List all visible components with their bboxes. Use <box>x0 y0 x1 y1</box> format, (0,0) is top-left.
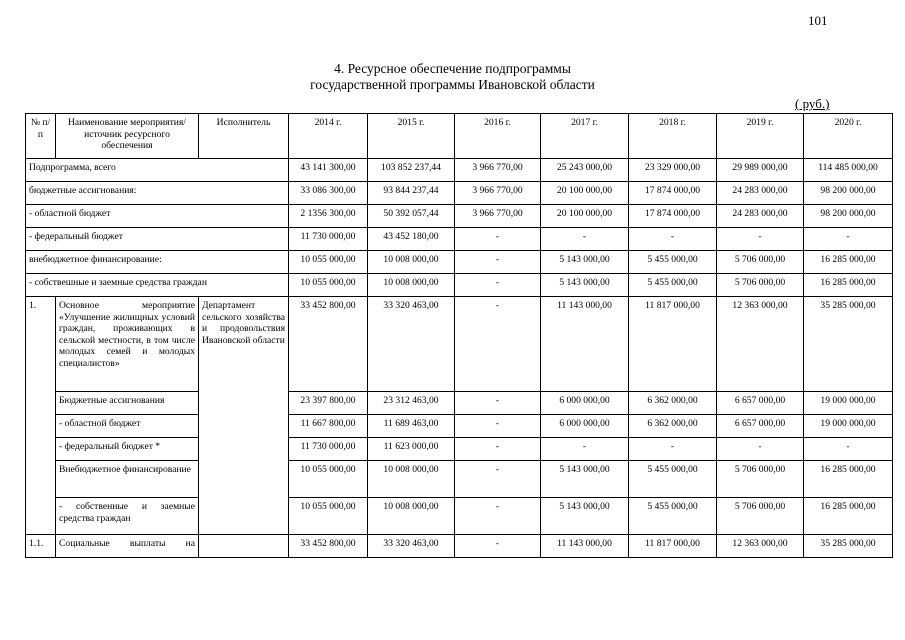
cell-value: 10 055 000,00 <box>289 251 368 274</box>
cell-value: 5 706 000,00 <box>717 251 804 274</box>
cell-value: 33 086 300,00 <box>289 182 368 205</box>
cell-value: 98 200 000,00 <box>804 205 893 228</box>
cell-value: 10 055 000,00 <box>289 461 368 498</box>
cell-value: 11 817 000,00 <box>629 297 717 392</box>
table-row <box>26 415 893 438</box>
cell-value: 5 455 000,00 <box>629 274 717 297</box>
header-year-2015: 2015 г. <box>368 114 455 159</box>
cell-value: - <box>455 438 541 461</box>
cell-value: 3 966 770,00 <box>455 159 541 182</box>
table-row <box>26 251 893 274</box>
cell-value: - <box>804 438 893 461</box>
cell-value: 25 243 000,00 <box>541 159 629 182</box>
cell-value: 5 143 000,00 <box>541 251 629 274</box>
cell-value: 23 329 000,00 <box>629 159 717 182</box>
cell-value: 33 452 800,00 <box>289 297 368 392</box>
cell-value: - <box>455 392 541 415</box>
table-header-row <box>26 114 893 159</box>
cell-value: - <box>455 498 541 535</box>
cell-value: 93 844 237,44 <box>368 182 455 205</box>
cell-value: 11 730 000,00 <box>289 438 368 461</box>
row-label: - областной бюджет <box>26 205 289 228</box>
table-row <box>26 461 893 498</box>
header-name: Наименование мероприятия/источник ресурсного обеспечения <box>56 114 199 159</box>
cell-value: 35 285 000,00 <box>804 297 893 392</box>
cell-value: 29 989 000,00 <box>717 159 804 182</box>
header-year-2014: 2014 г. <box>289 114 368 159</box>
title-line-2: государственной программы Ивановской области <box>310 77 595 92</box>
cell-value: 10 008 000,00 <box>368 461 455 498</box>
row-label: бюджетные ассигнования: <box>26 182 289 205</box>
row-label: - собствешные и заемные средства граждан <box>26 274 289 297</box>
row-label: - федеральный бюджет * <box>56 438 199 461</box>
table-row <box>26 159 893 182</box>
cell-value: 6 362 000,00 <box>629 392 717 415</box>
table-row <box>26 498 893 535</box>
cell-value: 5 706 000,00 <box>717 461 804 498</box>
cell-value: 11 817 000,00 <box>629 535 717 558</box>
cell-value: 43 141 300,00 <box>289 159 368 182</box>
cell-value: 23 397 800,00 <box>289 392 368 415</box>
cell-value: 50 392 057,44 <box>368 205 455 228</box>
event-name: Основное мероприятие «Улучшение жилищных условий граждан, проживающих в сельской местности, в том числе молодых семей и молодых специалистов» <box>56 297 199 392</box>
resource-table <box>25 113 893 558</box>
row-label: - федеральный бюджет <box>26 228 289 251</box>
cell-value: - <box>455 251 541 274</box>
cell-value: 10 008 000,00 <box>368 498 455 535</box>
row-label: Подпрограмма, всего <box>26 159 289 182</box>
table-row <box>26 297 893 392</box>
cell-value: 20 100 000,00 <box>541 182 629 205</box>
header-executor: Исполнитель <box>199 114 289 159</box>
cell-value: - <box>455 461 541 498</box>
event-executor <box>199 535 289 558</box>
event-number: 1. <box>26 297 56 535</box>
cell-value: 5 455 000,00 <box>629 461 717 498</box>
cell-value: - <box>717 228 804 251</box>
row-label: - собственные и заемные средства граждан <box>56 498 199 535</box>
page-number: 101 <box>808 13 828 28</box>
cell-value: 11 623 000,00 <box>368 438 455 461</box>
table-row <box>26 182 893 205</box>
section-title <box>0 61 905 93</box>
cell-value: 12 363 000,00 <box>717 535 804 558</box>
table-row <box>26 392 893 415</box>
cell-value: 10 008 000,00 <box>368 274 455 297</box>
cell-value: 10 055 000,00 <box>289 498 368 535</box>
cell-value: 5 706 000,00 <box>717 498 804 535</box>
cell-value: 114 485 000,00 <box>804 159 893 182</box>
table-row <box>26 438 893 461</box>
cell-value: 19 000 000,00 <box>804 415 893 438</box>
cell-value: 5 455 000,00 <box>629 498 717 535</box>
cell-value: 20 100 000,00 <box>541 205 629 228</box>
table-row <box>26 205 893 228</box>
table-row <box>26 274 893 297</box>
cell-value: 17 874 000,00 <box>629 205 717 228</box>
row-label: внебюджетное финансирование: <box>26 251 289 274</box>
cell-value: 16 285 000,00 <box>804 461 893 498</box>
event-name: Социальные выплаты на <box>56 535 199 558</box>
cell-value: - <box>541 228 629 251</box>
cell-value: - <box>629 438 717 461</box>
cell-value: 5 143 000,00 <box>541 274 629 297</box>
cell-value: 11 143 000,00 <box>541 535 629 558</box>
cell-value: 5 455 000,00 <box>629 251 717 274</box>
table-row <box>26 535 893 558</box>
cell-value: 103 852 237,44 <box>368 159 455 182</box>
cell-value: 5 143 000,00 <box>541 498 629 535</box>
header-year-2017: 2017 г. <box>541 114 629 159</box>
cell-value: - <box>455 535 541 558</box>
header-year-2019: 2019 г. <box>717 114 804 159</box>
table-row <box>26 228 893 251</box>
header-num: № п/п <box>26 114 56 159</box>
header-year-2020: 2020 г. <box>804 114 893 159</box>
row-label: Внебюджетное финансирование <box>56 461 199 498</box>
cell-value: - <box>455 297 541 392</box>
cell-value: 6 362 000,00 <box>629 415 717 438</box>
cell-value: - <box>629 228 717 251</box>
cell-value: 6 000 000,00 <box>541 392 629 415</box>
cell-value: 6 000 000,00 <box>541 415 629 438</box>
cell-value: 12 363 000,00 <box>717 297 804 392</box>
cell-value: 19 000 000,00 <box>804 392 893 415</box>
header-year-2016: 2016 г. <box>455 114 541 159</box>
cell-value: - <box>541 438 629 461</box>
cell-value: 16 285 000,00 <box>804 498 893 535</box>
cell-value: 24 283 000,00 <box>717 182 804 205</box>
cell-value: 33 452 800,00 <box>289 535 368 558</box>
cell-value: - <box>455 228 541 251</box>
cell-value: 33 320 463,00 <box>368 297 455 392</box>
cell-value: 11 730 000,00 <box>289 228 368 251</box>
header-year-2018: 2018 г. <box>629 114 717 159</box>
cell-value: 6 657 000,00 <box>717 392 804 415</box>
cell-value: - <box>455 274 541 297</box>
cell-value: 5 706 000,00 <box>717 274 804 297</box>
cell-value: 3 966 770,00 <box>455 205 541 228</box>
cell-value: 10 055 000,00 <box>289 274 368 297</box>
cell-value: 2 1356 300,00 <box>289 205 368 228</box>
cell-value: 24 283 000,00 <box>717 205 804 228</box>
cell-value: 35 285 000,00 <box>804 535 893 558</box>
cell-value: 11 689 463,00 <box>368 415 455 438</box>
cell-value: - <box>455 415 541 438</box>
cell-value: 16 285 000,00 <box>804 251 893 274</box>
cell-value: 43 452 180,00 <box>368 228 455 251</box>
event-executor: Департамент сельского хозяйства и продовольствия Ивановской области <box>199 297 289 535</box>
cell-value: 11 667 800,00 <box>289 415 368 438</box>
cell-value: 3 966 770,00 <box>455 182 541 205</box>
row-label: Бюджетные ассигнования <box>56 392 199 415</box>
cell-value: 5 143 000,00 <box>541 461 629 498</box>
row-label: - областной бюджет <box>56 415 199 438</box>
cell-value: 6 657 000,00 <box>717 415 804 438</box>
cell-value: - <box>717 438 804 461</box>
event-number: 1.1. <box>26 535 56 558</box>
cell-value: 11 143 000,00 <box>541 297 629 392</box>
cell-value: 23 312 463,00 <box>368 392 455 415</box>
cell-value: 17 874 000,00 <box>629 182 717 205</box>
currency-unit: ( руб.) <box>795 96 830 111</box>
title-line-1: 4. Ресурсное обеспечение подпрограммы <box>334 61 571 76</box>
cell-value: 33 320 463,00 <box>368 535 455 558</box>
cell-value: - <box>804 228 893 251</box>
cell-value: 98 200 000,00 <box>804 182 893 205</box>
cell-value: 16 285 000,00 <box>804 274 893 297</box>
cell-value: 10 008 000,00 <box>368 251 455 274</box>
